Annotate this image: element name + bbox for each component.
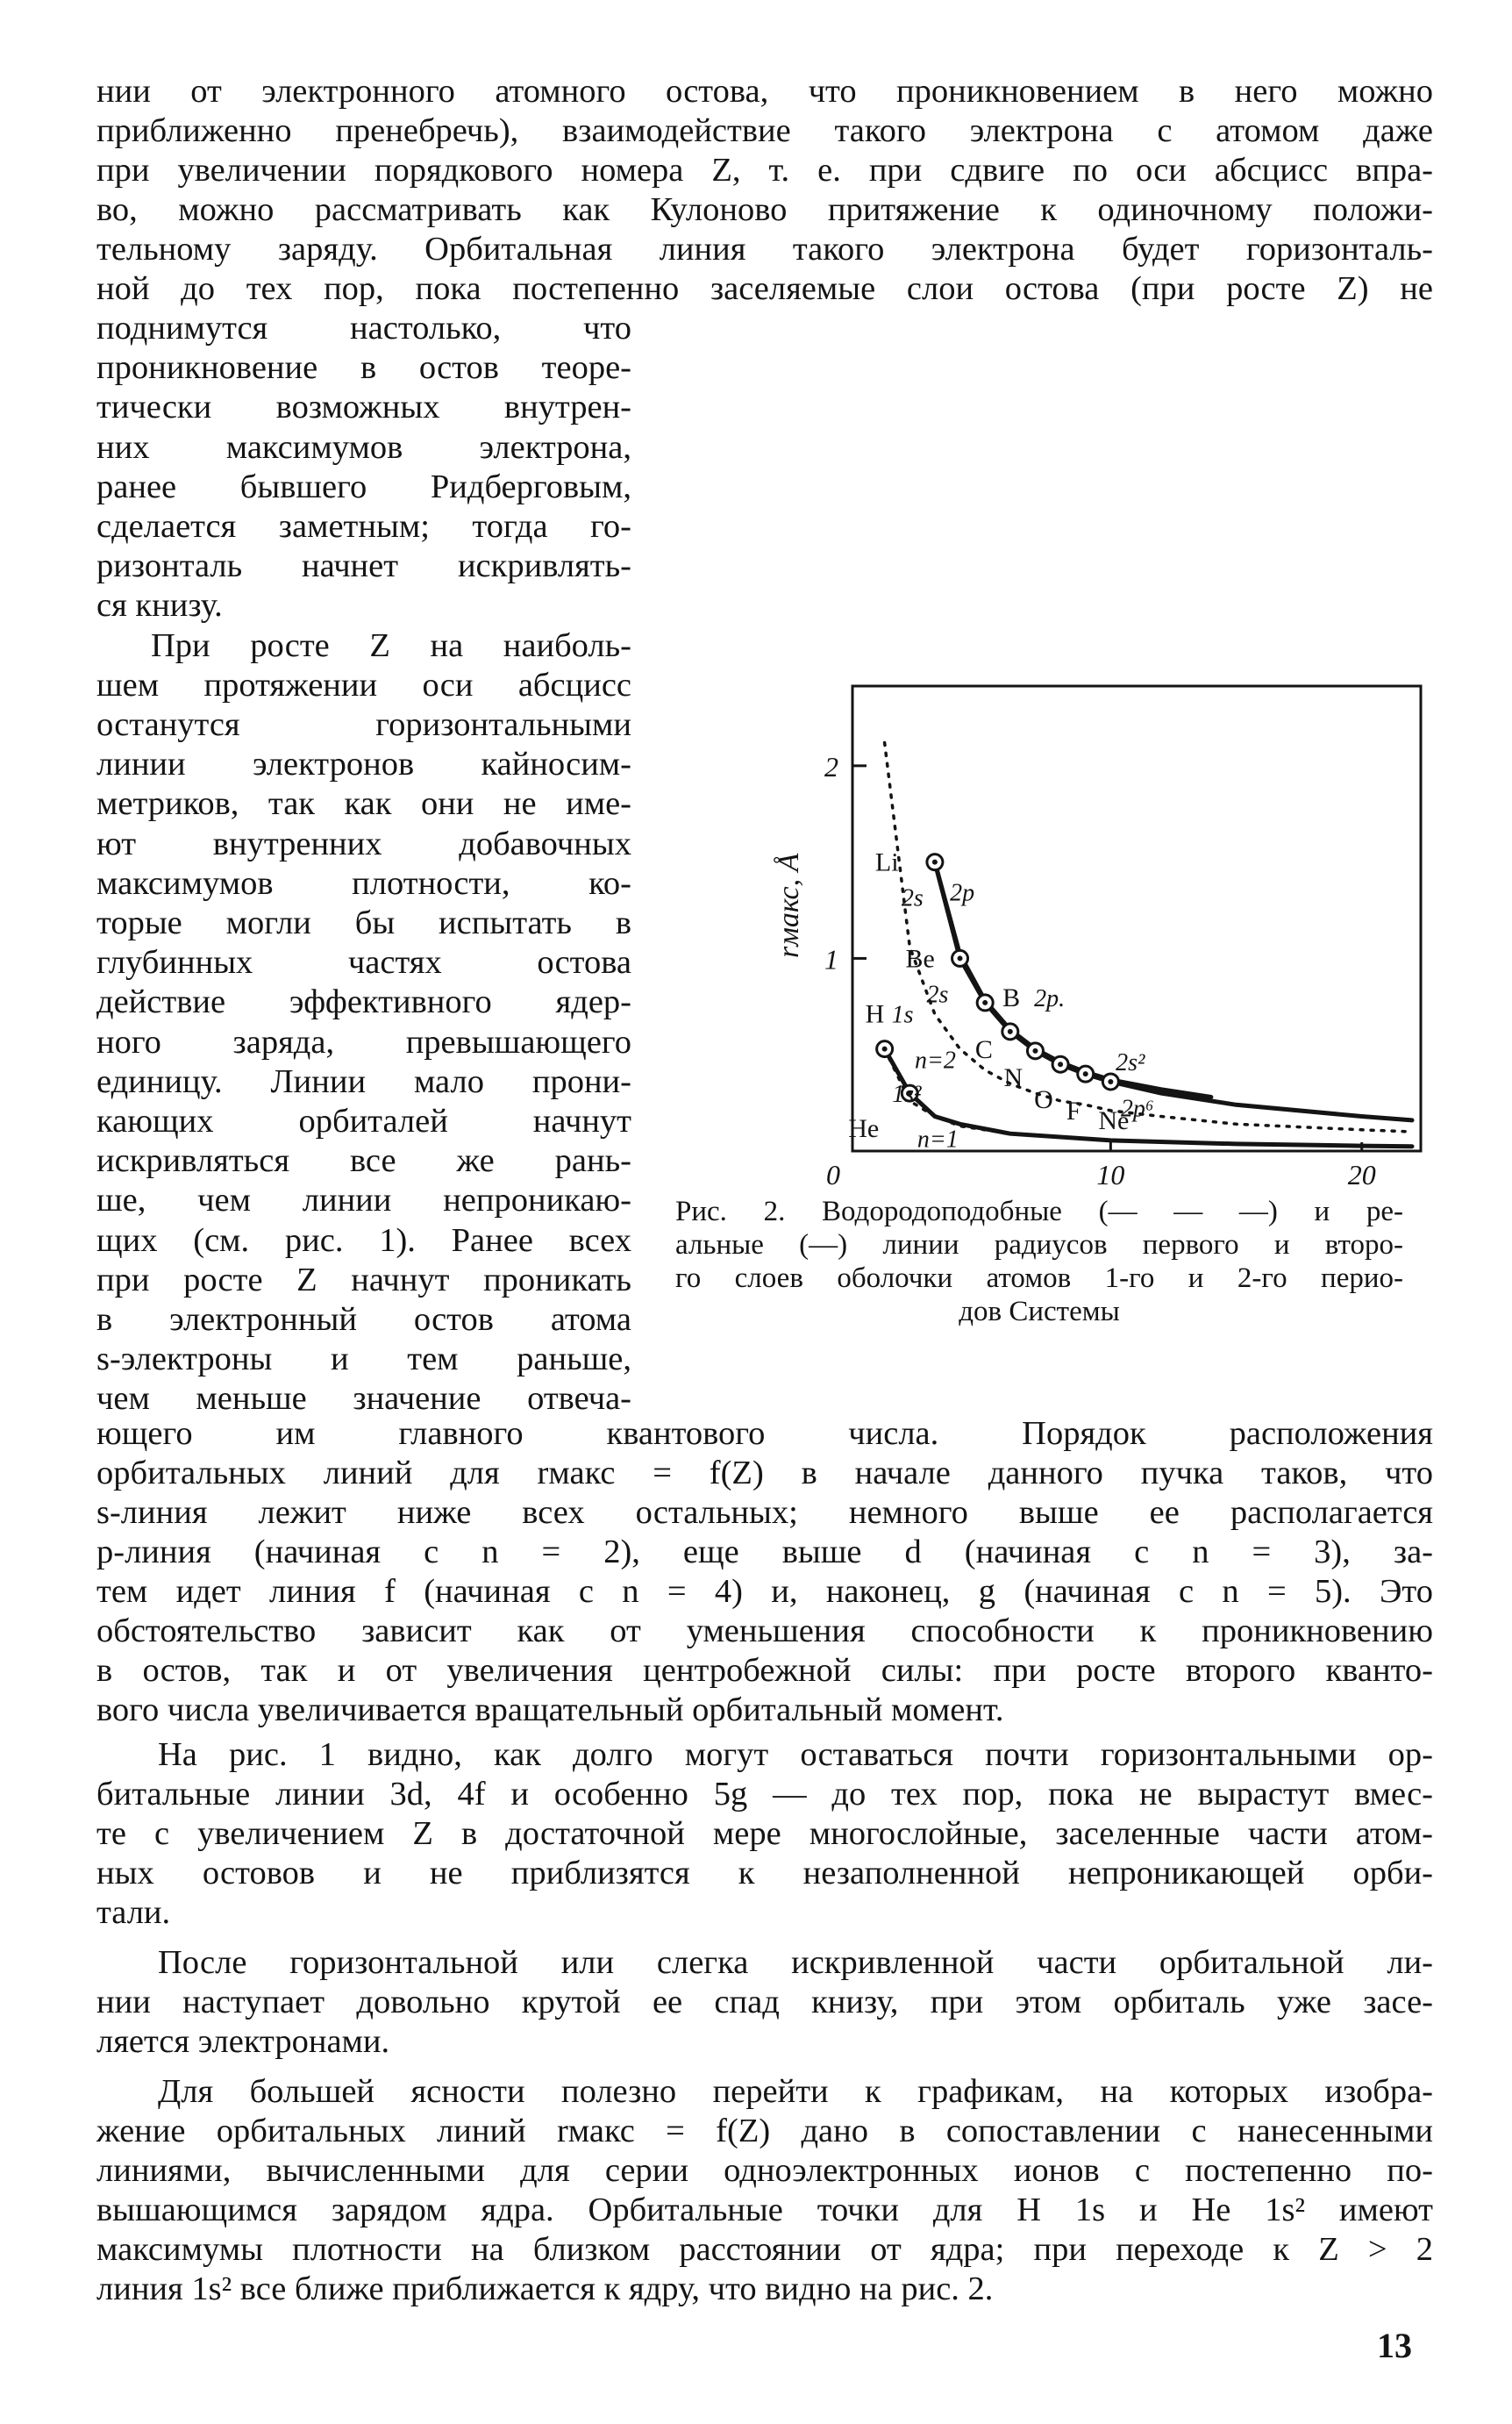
figure-caption [675,1195,1403,1328]
text-line: нии наступает довольно крутой ее спад книзу, при этом орбиталь уже засе- [96,1984,1433,2020]
text-line: единицу. Линии мало прони- [96,1062,631,1100]
text-line: ше, чем линии непроникаю- [96,1182,631,1219]
series-line-2 [885,743,1412,1133]
text-line: тически возможных внутрен- [96,389,631,426]
point-sublabel: 1s [891,1001,914,1029]
text-line: те с увеличением Z в достаточной мере многослойные, заселенные части атом- [96,1815,1433,1852]
text-line: них максимумов электрона, [96,428,631,466]
orbital-radius-chart [649,335,1433,1195]
text-line: ся книзу. [96,587,223,625]
y-tick-label: 1 [824,943,838,976]
paragraph [96,2072,1433,2309]
text-line: шем протяжении оси абсцисс [96,666,631,704]
paragraph [96,1943,1433,2062]
text-line: вого числа увеличивается вращательный орбитальный момент. [96,1691,1004,1728]
text-line: тали. [96,1894,171,1931]
point-label: F [1066,1097,1081,1126]
text-line: тем идет линия f (начиная с n = 4) и, наконец, g (начиная с n = 5). Это [96,1573,1433,1610]
text-line: s-линия лежит ниже всех остальных; немного выше ее располагается [96,1494,1433,1531]
point-sublabel: 2p. [1034,984,1066,1012]
text-line: останутся горизонтальными [96,706,631,744]
text-line: ляется электронами. [96,2023,390,2060]
text-line: линия 1s² все ближе приближается к ядру, что видно на рис. 2. [96,2270,994,2307]
caption-line: го слоев оболочки атомов 1-го и 2-го перио- [675,1262,1403,1294]
bottom-paragraphs [96,1414,1433,2320]
data-point-dot [958,955,963,961]
point-sublabel: 2s [926,981,949,1009]
point-label: Ne [1098,1105,1130,1135]
data-point-dot [932,860,938,865]
text-line: кающих орбиталей начнут [96,1103,631,1140]
text-line: жение орбитальных линий rмакс = f(Z) дано в сопоставлении с нанесенными [96,2113,1433,2149]
text-line: проникновение в остов теоре- [96,349,631,387]
left-column-text [96,309,631,1419]
y-tick-label: 2 [824,750,838,783]
text-line: сделается заметным; тогда го- [96,508,631,546]
text-line: При росте Z на наиболь- [151,626,631,664]
text-line: искривляться все же рань- [96,1142,631,1180]
caption-line: альные (—) линии радиусов первого и второ- [675,1229,1403,1261]
text-line: действие эффективного ядер- [96,983,631,1021]
caption-line: Рис. 2. Водородоподобные (— — —) и ре- [675,1196,1403,1227]
text-line: вышающимся зарядом ядра. Орбитальные точки для H 1s и He 1s² имеют [96,2192,1433,2228]
text-line: На рис. 1 видно, как долго могут оставаться почти горизонтальными ор- [158,1736,1433,1773]
text-line: поднимутся настолько, что [96,310,631,347]
text-line: приближенно пренебречь), взаимодействие такого электрона с атомом даже [96,112,1433,149]
x-tick-label: 20 [1347,1159,1376,1191]
text-line: максимумы плотности на близком расстоянии от ядра; при переходе к Z > 2 [96,2231,1433,2268]
text-line: тельному заряду. Орбитальная линия такого электрона будет горизонталь- [96,231,1433,268]
text-line: при увеличении порядкового номера Z, т. е. при сдвиге по оси абсцисс впра- [96,152,1433,189]
text-line: торые могли бы испытать в [96,905,631,942]
y-axis-label: rмакс, Å [773,853,805,958]
paragraph [96,1735,1433,1933]
x-tick-label: 0 [826,1159,840,1191]
point-label: O [1034,1085,1053,1115]
text-line: обстоятельство зависит как от уменьшения способности к проникновению [96,1612,1433,1649]
text-line: p-линия (начиная с n = 2), еще выше d (начиная с n = 3), за- [96,1534,1433,1570]
text-line: s-электроны и тем раньше, [96,1341,631,1378]
annotation: 2p [950,879,975,907]
text-line: ных остовов и не приблизятся к незаполненной непроникающей орби- [96,1855,1433,1891]
text-line: максимумов плотности, ко- [96,864,631,902]
text-line: при росте Z начнут проникать [96,1261,631,1298]
point-label: He [848,1114,880,1144]
point-sublabel: 1s² [892,1081,922,1109]
point-label: N [1003,1062,1023,1092]
x-tick-label: 10 [1096,1159,1125,1191]
text-line: ющего им главного квантового числа. Порядок расположения [96,1415,1433,1452]
text-line: в электронный остов атома [96,1301,631,1339]
text-line: в остов, так и от увеличения центробежной силы: при росте второго кванто- [96,1652,1433,1689]
data-point-dot [1058,1062,1063,1067]
text-line: линии электронов кайносим- [96,746,631,783]
data-point-dot [982,1000,988,1005]
paragraph [96,1414,1433,1730]
data-point-dot [1083,1071,1088,1076]
point-label: H [865,999,885,1029]
text-line: ного заряда, превышающего [96,1023,631,1061]
page-number: 13 [1377,2326,1412,2365]
text-line: ранее бывшего Ридберговым, [96,468,631,505]
text-line: во, можно рассматривать как Кулоново притяжение к одиночному положи- [96,191,1433,228]
text-line: битальные линии 3d, 4f и особенно 5g — до тех пор, пока не вырастут вмес- [96,1776,1433,1813]
text-line: нии от электронного атомного остова, что проникновением в него можно [96,73,1433,110]
point-label: B [1002,983,1021,1012]
text-line: чем меньше значение отвеча- [96,1380,631,1418]
text-line: метриков, так как они не име- [96,785,631,823]
point-label: C [974,1034,993,1064]
text-line: ризонталь начнет искривлять- [96,547,631,585]
annotation: n=2 [915,1047,956,1075]
top-paragraph [96,72,1433,309]
point-label: Be [905,944,935,974]
text-line: линиями, вычисленными для серии одноэлектронных ионов с постепенно по- [96,2152,1433,2189]
text-line: ной до тех пор, пока постепенно заселяемые слои остова (при росте Z) не [96,270,1433,307]
data-point-dot [1008,1029,1013,1034]
data-point-dot [1108,1079,1113,1084]
text-line: орбитальных линий для rмакс = f(Z) в начале данного пучка таков, что [96,1455,1433,1491]
point-label: Li [874,847,899,877]
data-point-dot [1032,1048,1038,1054]
point-sublabel: 2s [901,884,924,912]
text-line: Для большей ясности полезно перейти к графикам, на которых изобра- [158,2073,1433,2110]
caption-line: дов Системы [959,1296,1120,1327]
text-line: щих (см. рис. 1). Ранее всех [96,1221,631,1259]
annotation: 2s² [1116,1048,1145,1076]
data-point-dot [882,1047,888,1052]
annotation: n=1 [916,1126,959,1154]
text-line: глубинных частях остова [96,944,631,982]
text-line: ют внутренних добавочных [96,825,631,862]
plot-frame [852,686,1421,1151]
annotation: 2p⁶ [1120,1095,1154,1123]
text-line: После горизонтальной или слегка искривленной части орбитальной ли- [158,1944,1433,1981]
